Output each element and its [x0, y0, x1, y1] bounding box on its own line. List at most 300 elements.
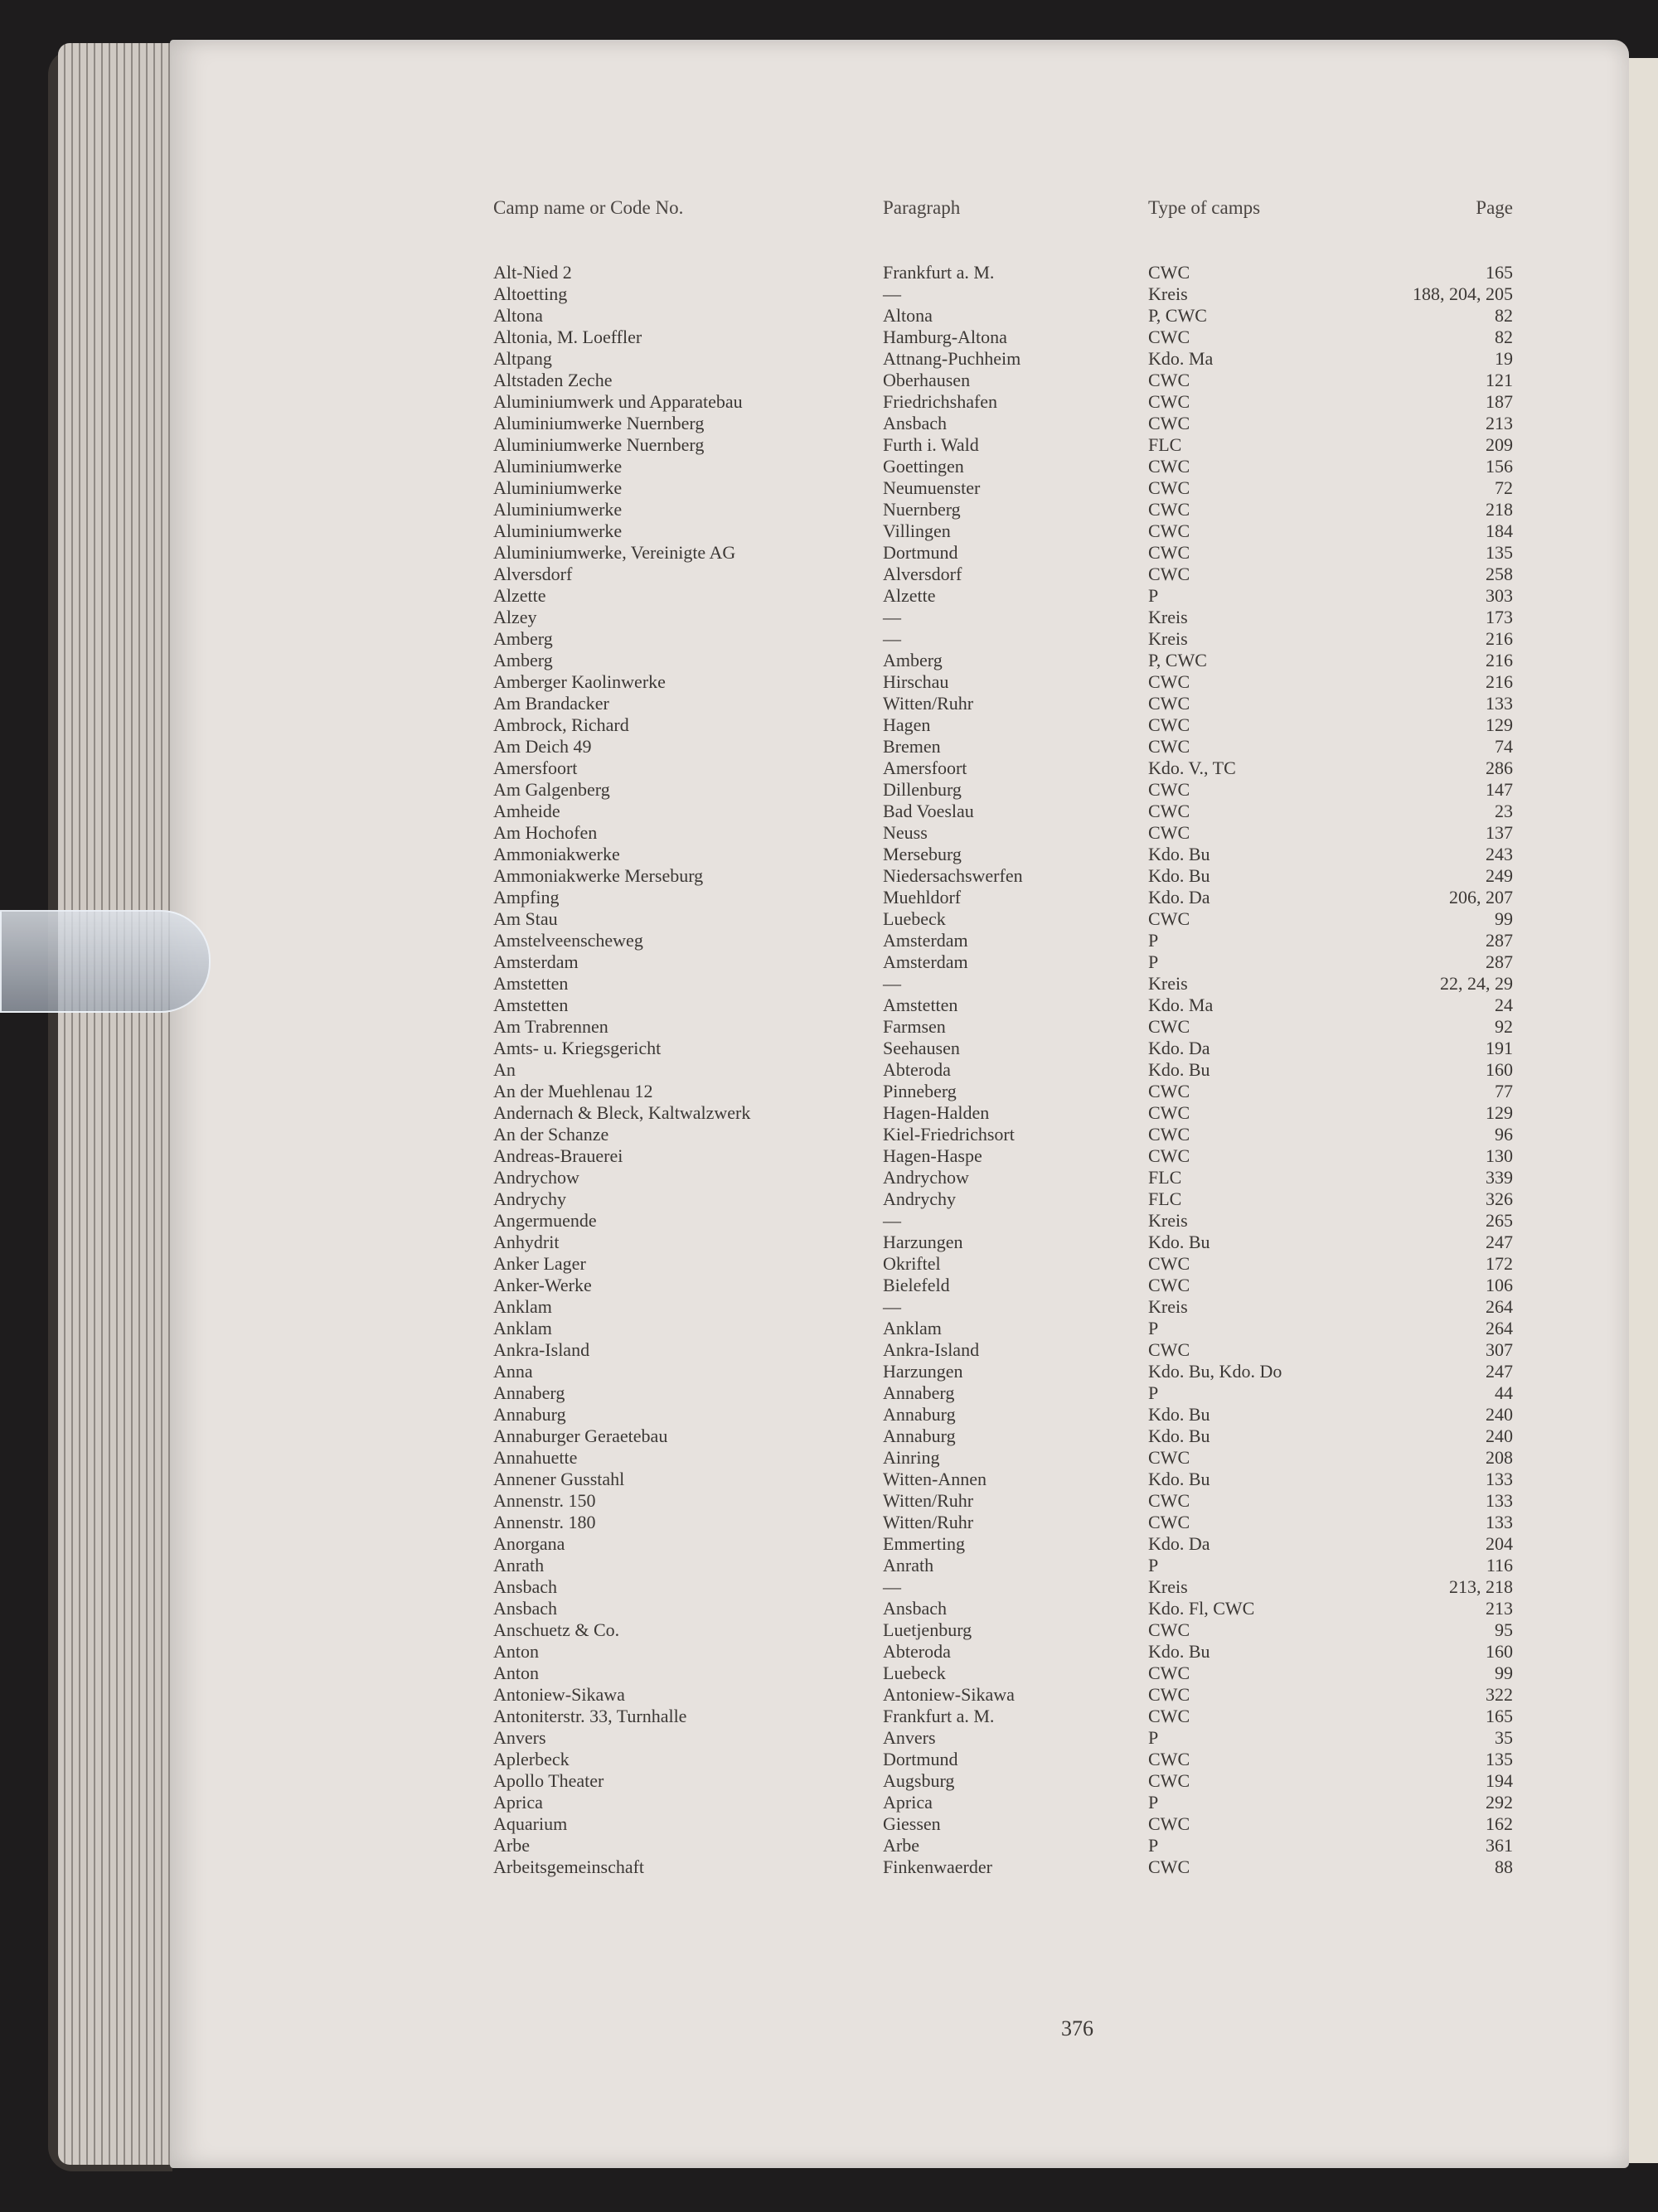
table-row: [170, 1813, 1629, 1835]
table-row: [170, 1275, 1629, 1296]
page-ref-cell: 121: [1486, 370, 1513, 390]
table-row: [170, 758, 1629, 779]
camp-name-cell: Am Deich 49: [493, 736, 592, 757]
table-row: [170, 973, 1629, 995]
table-row: [170, 736, 1629, 758]
paragraph-cell: Hagen-Halden: [883, 1102, 990, 1123]
camp-name-cell: Andrychow: [493, 1167, 579, 1188]
page-ref-cell: 322: [1486, 1684, 1513, 1705]
camp-name-cell: Amsterdam: [493, 951, 579, 972]
camp-type-cell: CWC: [1148, 564, 1190, 584]
camp-name-cell: An: [493, 1059, 516, 1080]
page-ref-cell: 44: [1495, 1382, 1513, 1403]
paragraph-cell: Seehausen: [883, 1038, 960, 1058]
page-ref-cell: 137: [1486, 822, 1513, 843]
table-row: [170, 1145, 1629, 1167]
page-ref-cell: 92: [1495, 1016, 1513, 1037]
table-row: [170, 995, 1629, 1016]
paragraph-cell: Anvers: [883, 1727, 936, 1748]
paragraph-cell: —: [883, 607, 901, 627]
paragraph-cell: Amersfoort: [883, 758, 967, 778]
table-row: [170, 477, 1629, 499]
page-ref-cell: 133: [1486, 693, 1513, 714]
page-ref-cell: 19: [1495, 348, 1513, 369]
table-row: [170, 1792, 1629, 1813]
table-row: [170, 887, 1629, 908]
camp-type-cell: CWC: [1148, 1102, 1190, 1123]
paragraph-cell: —: [883, 973, 901, 994]
camp-name-cell: Amts- u. Kriegsgericht: [493, 1038, 662, 1058]
table-row: [170, 1727, 1629, 1749]
table-row: [170, 1770, 1629, 1792]
page-ref-cell: 95: [1495, 1619, 1513, 1640]
camp-type-cell: Kreis: [1148, 1210, 1188, 1231]
table-row: [170, 370, 1629, 391]
paragraph-cell: Amsterdam: [883, 930, 968, 951]
camp-name-cell: Am Brandacker: [493, 693, 609, 714]
page-ref-cell: 240: [1486, 1404, 1513, 1425]
page-ref-cell: 165: [1486, 262, 1513, 283]
page-ref-cell: 258: [1486, 564, 1513, 584]
page-ref-cell: 147: [1486, 779, 1513, 800]
camp-type-cell: Kdo. Bu: [1148, 865, 1210, 886]
paragraph-cell: Goettingen: [883, 456, 964, 477]
camp-name-cell: Alt-Nied 2: [493, 262, 572, 283]
camp-type-cell: Kreis: [1148, 1576, 1188, 1597]
table-row: [170, 1749, 1629, 1770]
table-row: [170, 1081, 1629, 1102]
camp-name-cell: Altonia, M. Loeffler: [493, 327, 642, 347]
table-row: [170, 327, 1629, 348]
paragraph-cell: Ansbach: [883, 413, 947, 433]
camp-type-cell: P: [1148, 1835, 1159, 1856]
camp-name-cell: Ammoniakwerke: [493, 844, 620, 864]
page-ref-cell: 129: [1486, 714, 1513, 735]
camp-name-cell: Am Galgenberg: [493, 779, 610, 800]
paragraph-cell: Alzette: [883, 585, 936, 606]
camp-type-cell: FLC: [1148, 1167, 1182, 1188]
paragraph-cell: Harzungen: [883, 1361, 963, 1382]
table-row: [170, 1059, 1629, 1081]
table-row: [170, 456, 1629, 477]
table-row: [170, 1102, 1629, 1124]
camp-name-cell: Am Trabrennen: [493, 1016, 608, 1037]
paragraph-cell: —: [883, 1210, 901, 1231]
camp-name-cell: Ansbach: [493, 1576, 557, 1597]
paragraph-cell: —: [883, 628, 901, 649]
camp-name-cell: Altpang: [493, 348, 552, 369]
page-ref-cell: 216: [1486, 628, 1513, 649]
paragraph-cell: Ansbach: [883, 1598, 947, 1619]
paragraph-cell: Luebeck: [883, 1663, 946, 1683]
page-ref-cell: 156: [1486, 456, 1513, 477]
camp-type-cell: Kdo. Bu: [1148, 844, 1210, 864]
table-row: [170, 348, 1629, 370]
camp-name-cell: Ammoniakwerke Merseburg: [493, 865, 704, 886]
camp-name-cell: Anklam: [493, 1318, 552, 1338]
camp-type-cell: CWC: [1148, 779, 1190, 800]
camp-type-cell: Kdo. Bu: [1148, 1425, 1210, 1446]
paragraph-cell: Aprica: [883, 1792, 933, 1813]
paragraph-cell: Frankfurt a. M.: [883, 262, 995, 283]
paragraph-cell: Ainring: [883, 1447, 940, 1468]
page-ref-cell: 74: [1495, 736, 1513, 757]
camp-name-cell: Anna: [493, 1361, 533, 1382]
page-ref-cell: 213: [1486, 1598, 1513, 1619]
camp-type-cell: CWC: [1148, 520, 1190, 541]
page-ref-cell: 88: [1495, 1856, 1513, 1877]
camp-type-cell: CWC: [1148, 413, 1190, 433]
paragraph-cell: Luebeck: [883, 908, 946, 929]
page-stack-edges: [58, 43, 182, 2165]
camp-name-cell: Altstaden Zeche: [493, 370, 613, 390]
camp-name-cell: Aluminiumwerk und Apparatebau: [493, 391, 743, 412]
page-ref-cell: 106: [1486, 1275, 1513, 1295]
camp-type-cell: P: [1148, 1727, 1159, 1748]
page-ref-cell: 287: [1486, 951, 1513, 972]
camp-name-cell: Altoetting: [493, 283, 568, 304]
camp-type-cell: P, CWC: [1148, 305, 1207, 326]
paragraph-cell: Muehldorf: [883, 887, 962, 908]
page-ref-cell: 165: [1486, 1706, 1513, 1726]
paragraph-cell: Annaberg: [883, 1382, 955, 1403]
paragraph-cell: Amsterdam: [883, 951, 968, 972]
camp-name-cell: Apollo Theater: [493, 1770, 604, 1791]
camp-name-cell: Amstetten: [493, 973, 569, 994]
page-ref-cell: 160: [1486, 1059, 1513, 1080]
camp-name-cell: Annenstr. 180: [493, 1512, 596, 1532]
camp-name-cell: Amstelveenscheweg: [493, 930, 643, 951]
camp-type-cell: P, CWC: [1148, 650, 1207, 670]
table-row: [170, 1641, 1629, 1663]
paragraph-cell: —: [883, 1576, 901, 1597]
camp-type-cell: Kdo. Bu: [1148, 1059, 1210, 1080]
paragraph-cell: Ankra-Island: [883, 1339, 980, 1360]
paragraph-cell: Dillenburg: [883, 779, 962, 800]
paragraph-cell: Villingen: [883, 520, 951, 541]
table-row: [170, 650, 1629, 671]
page-ref-cell: 194: [1486, 1770, 1513, 1791]
camp-name-cell: Aluminiumwerke, Vereinigte AG: [493, 542, 736, 563]
paragraph-cell: Anklam: [883, 1318, 942, 1338]
table-row: [170, 1016, 1629, 1038]
camp-type-cell: Kdo. Bu: [1148, 1641, 1210, 1662]
camp-type-cell: Kdo. Da: [1148, 887, 1210, 908]
page-ref-cell: 287: [1486, 930, 1513, 951]
page-ref-cell: 303: [1486, 585, 1513, 606]
table-row: [170, 1253, 1629, 1275]
camp-type-cell: P: [1148, 585, 1159, 606]
camp-type-cell: CWC: [1148, 327, 1190, 347]
paragraph-cell: Friedrichshafen: [883, 391, 998, 412]
camp-name-cell: Anklam: [493, 1296, 552, 1317]
page-ref-cell: 99: [1495, 908, 1513, 929]
camp-name-cell: Anton: [493, 1663, 539, 1683]
table-row: [170, 865, 1629, 887]
camp-type-cell: Kdo. Fl, CWC: [1148, 1598, 1255, 1619]
paragraph-cell: Hagen-Haspe: [883, 1145, 982, 1166]
page-ref-cell: 264: [1486, 1296, 1513, 1317]
table-row: [170, 844, 1629, 865]
page-ref-cell: 35: [1495, 1727, 1513, 1748]
page-ref-cell: 292: [1486, 1792, 1513, 1813]
table-row: [170, 1232, 1629, 1253]
page-ref-cell: 209: [1486, 434, 1513, 455]
paragraph-cell: Oberhausen: [883, 370, 971, 390]
table-row: [170, 305, 1629, 327]
page-ref-cell: 204: [1486, 1533, 1513, 1554]
camp-name-cell: Antoniterstr. 33, Turnhalle: [493, 1706, 687, 1726]
camp-type-cell: P: [1148, 1382, 1159, 1403]
page-ref-cell: 135: [1486, 542, 1513, 563]
paragraph-cell: Harzungen: [883, 1232, 963, 1252]
paragraph-cell: Augsburg: [883, 1770, 955, 1791]
camp-name-cell: Anhydrit: [493, 1232, 560, 1252]
camp-type-cell: CWC: [1148, 1016, 1190, 1037]
camp-name-cell: Antoniew-Sikawa: [493, 1684, 625, 1705]
table-row: [170, 607, 1629, 628]
header-camp-name: Camp name or Code No.: [493, 197, 684, 218]
camp-name-cell: Ankra-Island: [493, 1339, 590, 1360]
paragraph-cell: Dortmund: [883, 1749, 958, 1769]
camp-name-cell: Andrychy: [493, 1188, 566, 1209]
page-ref-cell: 247: [1486, 1361, 1513, 1382]
paragraph-cell: Frankfurt a. M.: [883, 1706, 995, 1726]
paragraph-cell: Abteroda: [883, 1059, 951, 1080]
table-row: [170, 520, 1629, 542]
camp-name-cell: Ansbach: [493, 1598, 557, 1619]
table-row: [170, 1856, 1629, 1878]
camp-name-cell: Angermuende: [493, 1210, 597, 1231]
camp-type-cell: CWC: [1148, 1490, 1190, 1511]
table-row: [170, 413, 1629, 434]
table-row: [170, 1167, 1629, 1188]
paragraph-cell: Hagen: [883, 714, 931, 735]
page-ref-cell: 23: [1495, 801, 1513, 821]
page-ref-cell: 173: [1486, 607, 1513, 627]
camp-type-cell: CWC: [1148, 1813, 1190, 1834]
camp-type-cell: CWC: [1148, 1253, 1190, 1274]
paragraph-cell: Finkenwaerder: [883, 1856, 992, 1877]
camp-type-cell: Kreis: [1148, 607, 1188, 627]
camp-name-cell: Aplerbeck: [493, 1749, 570, 1769]
page-ref-cell: 82: [1495, 327, 1513, 347]
camp-type-cell: CWC: [1148, 1081, 1190, 1101]
camp-name-cell: Amheide: [493, 801, 560, 821]
camp-name-cell: Anker-Werke: [493, 1275, 592, 1295]
header-type: Type of camps: [1148, 197, 1261, 218]
page-ref-cell: 264: [1486, 1318, 1513, 1338]
paragraph-cell: —: [883, 1296, 901, 1317]
facing-page-edge: [1629, 58, 1658, 2163]
table-row: [170, 822, 1629, 844]
paragraph-cell: Niedersachswerfen: [883, 865, 1023, 886]
camp-name-cell: Annahuette: [493, 1447, 578, 1468]
camp-type-cell: CWC: [1148, 456, 1190, 477]
camp-name-cell: Aluminiumwerke: [493, 477, 623, 498]
camp-name-cell: Andreas-Brauerei: [493, 1145, 623, 1166]
camp-name-cell: Ambrock, Richard: [493, 714, 629, 735]
table-row: [170, 1339, 1629, 1361]
camp-name-cell: Ampfing: [493, 887, 560, 908]
header-page: Page: [1476, 197, 1513, 218]
camp-type-cell: CWC: [1148, 1512, 1190, 1532]
camp-name-cell: Am Hochofen: [493, 822, 598, 843]
camp-name-cell: Aquarium: [493, 1813, 568, 1834]
page-ref-cell: 162: [1486, 1813, 1513, 1834]
camp-type-cell: CWC: [1148, 1124, 1190, 1145]
paragraph-cell: Luetjenburg: [883, 1619, 972, 1640]
camp-type-cell: Kdo. Ma: [1148, 995, 1214, 1015]
paragraph-cell: Andrychy: [883, 1188, 956, 1209]
camp-name-cell: Annaburger Geraetebau: [493, 1425, 668, 1446]
camp-type-cell: Kreis: [1148, 283, 1188, 304]
paragraph-cell: Furth i. Wald: [883, 434, 979, 455]
table-row: [170, 1296, 1629, 1318]
table-row: [170, 1188, 1629, 1210]
table-row: [170, 499, 1629, 520]
page-ref-cell: 24: [1495, 995, 1513, 1015]
paragraph-cell: Okriftel: [883, 1253, 941, 1274]
camp-name-cell: Am Stau: [493, 908, 558, 929]
camp-type-cell: Kreis: [1148, 973, 1188, 994]
table-row: [170, 671, 1629, 693]
camp-name-cell: Amberg: [493, 628, 553, 649]
camp-type-cell: CWC: [1148, 1706, 1190, 1726]
page-ref-cell: 213, 218: [1449, 1576, 1513, 1597]
camp-name-cell: An der Schanze: [493, 1124, 609, 1145]
camp-type-cell: Kdo. Bu: [1148, 1469, 1210, 1489]
camp-type-cell: CWC: [1148, 1749, 1190, 1769]
camp-name-cell: Amberger Kaolinwerke: [493, 671, 666, 692]
table-row: [170, 1512, 1629, 1533]
page-ref-cell: 133: [1486, 1512, 1513, 1532]
camp-type-cell: CWC: [1148, 714, 1190, 735]
camp-type-cell: CWC: [1148, 801, 1190, 821]
camp-name-cell: Aluminiumwerke: [493, 520, 623, 541]
paragraph-cell: Bad Voeslau: [883, 801, 974, 821]
paragraph-cell: Witten/Ruhr: [883, 693, 974, 714]
paragraph-cell: Witten/Ruhr: [883, 1490, 974, 1511]
paragraph-cell: Bielefeld: [883, 1275, 950, 1295]
camp-type-cell: P: [1148, 951, 1159, 972]
page-ref-cell: 249: [1486, 865, 1513, 886]
table-row: [170, 908, 1629, 930]
camp-name-cell: Anschuetz & Co.: [493, 1619, 620, 1640]
camp-name-cell: Alzette: [493, 585, 546, 606]
table-row: [170, 1706, 1629, 1727]
page-ref-cell: 82: [1495, 305, 1513, 326]
camp-type-cell: Kdo. Da: [1148, 1533, 1210, 1554]
table-row: [170, 693, 1629, 714]
camp-type-cell: P: [1148, 1318, 1159, 1338]
camp-type-cell: CWC: [1148, 693, 1190, 714]
camp-type-cell: Kdo. V., TC: [1148, 758, 1236, 778]
table-row: [170, 1533, 1629, 1555]
page-clip: [0, 910, 211, 1013]
page-ref-cell: 191: [1486, 1038, 1513, 1058]
table-row: [170, 1447, 1629, 1469]
table-row: [170, 391, 1629, 413]
header-paragraph: Paragraph: [883, 197, 961, 218]
camp-type-cell: Kreis: [1148, 1296, 1188, 1317]
table-row: [170, 1684, 1629, 1706]
camp-name-cell: Annaburg: [493, 1404, 566, 1425]
page-ref-cell: 206, 207: [1449, 887, 1513, 908]
camp-type-cell: Kdo. Bu, Kdo. Do: [1148, 1361, 1282, 1382]
camp-name-cell: Anvers: [493, 1727, 546, 1748]
paragraph-cell: Kiel-Friedrichsort: [883, 1124, 1015, 1145]
camp-type-cell: CWC: [1148, 1275, 1190, 1295]
table-row: [170, 714, 1629, 736]
camp-name-cell: Amersfoort: [493, 758, 578, 778]
page-ref-cell: 172: [1486, 1253, 1513, 1274]
camp-name-cell: Anker Lager: [493, 1253, 586, 1274]
camp-type-cell: CWC: [1148, 671, 1190, 692]
camp-type-cell: CWC: [1148, 908, 1190, 929]
camp-type-cell: Kdo. Bu: [1148, 1404, 1210, 1425]
table-row: [170, 628, 1629, 650]
page-ref-cell: 247: [1486, 1232, 1513, 1252]
camp-type-cell: CWC: [1148, 262, 1190, 283]
table-row: [170, 1490, 1629, 1512]
paragraph-cell: Emmerting: [883, 1533, 965, 1554]
page-ref-cell: 339: [1486, 1167, 1513, 1188]
camp-name-cell: Andernach & Bleck, Kaltwalzwerk: [493, 1102, 751, 1123]
page-ref-cell: 213: [1486, 413, 1513, 433]
camp-name-cell: Anorgana: [493, 1533, 565, 1554]
camp-type-cell: Kdo. Da: [1148, 1038, 1210, 1058]
page-ref-cell: 72: [1495, 477, 1513, 498]
page-ref-cell: 240: [1486, 1425, 1513, 1446]
camp-name-cell: Altona: [493, 305, 543, 326]
table-row: [170, 1404, 1629, 1425]
table-row: [170, 801, 1629, 822]
camp-type-cell: CWC: [1148, 1684, 1190, 1705]
table-row: [170, 1124, 1629, 1145]
page-ref-cell: 187: [1486, 391, 1513, 412]
paragraph-cell: Farmsen: [883, 1016, 946, 1037]
camp-type-cell: CWC: [1148, 1770, 1190, 1791]
page-ref-cell: 135: [1486, 1749, 1513, 1769]
camp-name-cell: Aluminiumwerke: [493, 499, 623, 520]
page-ref-cell: 216: [1486, 671, 1513, 692]
paragraph-cell: Hirschau: [883, 671, 949, 692]
table-row: [170, 1038, 1629, 1059]
camp-name-cell: Annener Gusstahl: [493, 1469, 625, 1489]
page-ref-cell: 208: [1486, 1447, 1513, 1468]
camp-type-cell: FLC: [1148, 434, 1182, 455]
camp-type-cell: CWC: [1148, 1663, 1190, 1683]
table-row: [170, 1469, 1629, 1490]
page-ref-cell: 286: [1486, 758, 1513, 778]
camp-type-cell: CWC: [1148, 370, 1190, 390]
camp-type-cell: P: [1148, 1792, 1159, 1813]
page-ref-cell: 218: [1486, 499, 1513, 520]
table-row: [170, 542, 1629, 564]
paragraph-cell: Witten-Annen: [883, 1469, 987, 1489]
camp-name-cell: Aluminiumwerke Nuernberg: [493, 434, 705, 455]
paragraph-cell: Alversdorf: [883, 564, 962, 584]
table-row: [170, 779, 1629, 801]
document-page: [170, 40, 1629, 2168]
camp-name-cell: Amberg: [493, 650, 553, 670]
paragraph-cell: Annaburg: [883, 1425, 956, 1446]
paragraph-cell: Anrath: [883, 1555, 934, 1576]
page-ref-cell: 129: [1486, 1102, 1513, 1123]
paragraph-cell: Altona: [883, 305, 933, 326]
table-row: [170, 1382, 1629, 1404]
